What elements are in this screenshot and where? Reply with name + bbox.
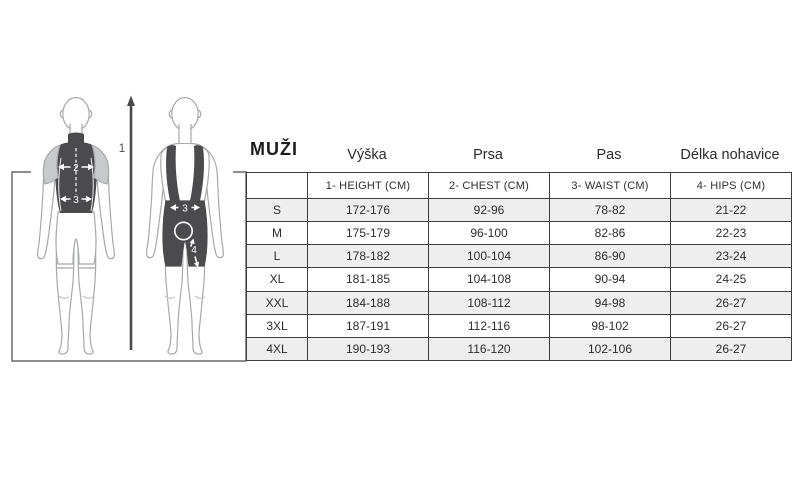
table-row-xxl [247, 291, 792, 314]
size-cell: XL [247, 268, 308, 291]
chest-cell: 108-112 [429, 291, 550, 314]
height-cell: 190-193 [308, 337, 429, 360]
hips-cell: 26-27 [671, 314, 792, 337]
size-table [246, 172, 792, 361]
column-header-prsa: Prsa [473, 147, 503, 163]
measurement-figures-illustration [0, 0, 250, 380]
hips-cell: 26-27 [671, 337, 792, 360]
size-cell: 4XL [247, 337, 308, 360]
chest-cell: 112-116 [429, 314, 550, 337]
bib-shorts-figure [147, 98, 224, 355]
size-cell: L [247, 245, 308, 268]
table-row-3xl [247, 314, 792, 337]
chest-cell: 116-120 [429, 337, 550, 360]
table-row-xl [247, 268, 792, 291]
neck [179, 124, 191, 143]
waist-cell: 86-90 [550, 245, 671, 268]
table-row-m [247, 222, 792, 245]
jersey-collar [68, 133, 84, 145]
waist-cell: 90-94 [550, 268, 671, 291]
column-header-pas: Pas [596, 147, 622, 163]
hips-cell: 26-27 [671, 291, 792, 314]
column-header-vyska: Výška [347, 147, 387, 163]
arrow-up-head [127, 96, 135, 107]
size-cell: S [247, 199, 308, 222]
hips-cell: 22-23 [671, 222, 792, 245]
chest-cell: 100-104 [429, 245, 550, 268]
waist-cell: 102-106 [550, 337, 671, 360]
hips-cell: 24-25 [671, 268, 792, 291]
jersey-waist-marker-label: 3 [73, 194, 79, 206]
shorts-waist-marker-label: 3 [182, 203, 188, 215]
chest-cell: 96-100 [429, 222, 550, 245]
height-cell: 187-191 [308, 314, 429, 337]
height-cell: 181-185 [308, 268, 429, 291]
subheader-hips: 4- HIPS (CM) [671, 173, 792, 199]
subheader-height: 1- HEIGHT (CM) [308, 173, 429, 199]
table-row-s [247, 199, 792, 222]
table-row-4xl [247, 337, 792, 360]
hips-cell: 23-24 [671, 245, 792, 268]
size-cell: M [247, 222, 308, 245]
waist-cell: 78-82 [550, 199, 671, 222]
hips-cell: 21-22 [671, 199, 792, 222]
shorts-white [56, 212, 96, 264]
waist-cell: 82-86 [550, 222, 671, 245]
table-cell-empty [247, 173, 308, 199]
height-measure-arrow [119, 96, 135, 351]
leg-marker-label: 4 [191, 245, 197, 256]
column-header-delka-nohavice: Délka nohavice [680, 147, 780, 163]
size-cell: 3XL [247, 314, 308, 337]
height-cell: 178-182 [308, 245, 429, 268]
chart-title: MUŽI [250, 139, 298, 159]
height-cell: 175-179 [308, 222, 429, 245]
height-cell: 172-176 [308, 199, 429, 222]
height-marker-label: 1 [118, 143, 126, 155]
waist-cell: 98-102 [550, 314, 671, 337]
subheader-waist: 3- WAIST (CM) [550, 173, 671, 199]
size-cell: XXL [247, 291, 308, 314]
waist-cell: 94-98 [550, 291, 671, 314]
chest-cell: 104-108 [429, 268, 550, 291]
jersey-figure [38, 98, 115, 355]
subheader-chest: 2- CHEST (CM) [429, 173, 550, 199]
table-row-l [247, 245, 792, 268]
subheader-row [247, 173, 792, 199]
chest-cell: 92-96 [429, 199, 550, 222]
chest-marker-label: 2 [73, 162, 79, 174]
height-cell: 184-188 [308, 291, 429, 314]
